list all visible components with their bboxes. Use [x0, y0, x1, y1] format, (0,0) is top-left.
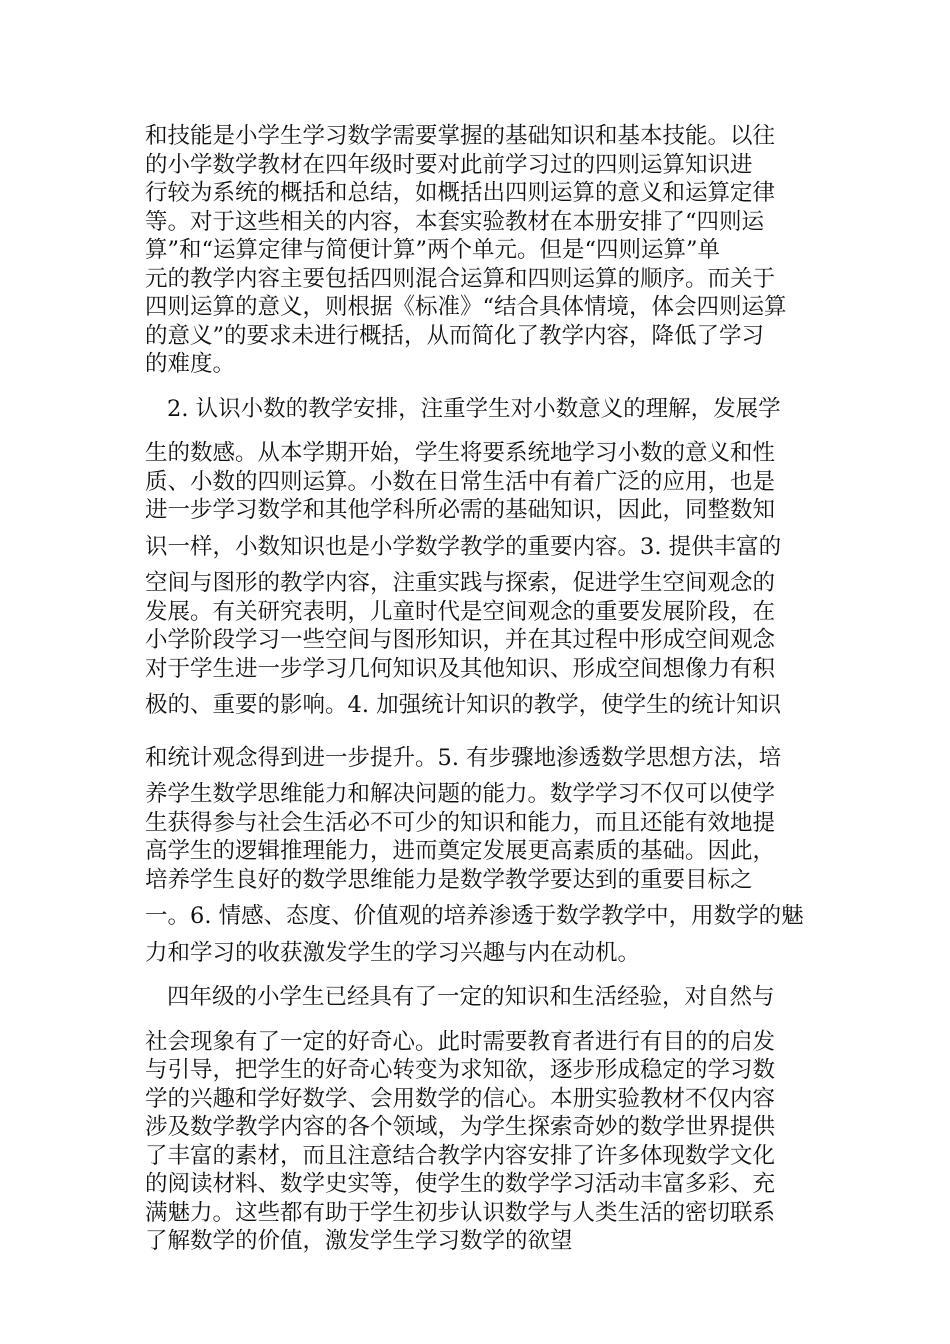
text-line: 四则运算的意义，则根据《标准》“结合具体情境，体会四则运算	[145, 294, 787, 320]
text-line: 极的、重要的影响。4. 加强统计知识的教学，使学生的统计知识	[145, 692, 782, 718]
text-line: 高学生的逻辑推理能力，进而奠定发展更高素质的基础。因此，	[145, 838, 776, 864]
text-line: 养学生数学思维能力和解决问题的能力。数学学习不仅可以使学	[145, 781, 776, 807]
text-line: 的小学数学教材在四年级时要对此前学习过的四则运算知识进	[145, 151, 753, 178]
text-line: 了丰富的素材，而且注意结合教学内容安排了许多体现数学文化	[145, 1142, 776, 1169]
text-line: 2. 认识小数的教学安排，注重学生对小数意义的理解，发展学	[167, 395, 781, 422]
text-line: 的阅读材料、数学史实等，使学生的数学学习活动丰富多彩、充	[145, 1171, 776, 1197]
text-line: 社会现象有了一定的好奇心。此时需要教育者进行有目的的启发	[145, 1028, 776, 1055]
text-line: 质、小数的四则运算。小数在日常生活中有着广泛的应用，也是	[145, 468, 776, 495]
text-line: 小学阶段学习一些空间与图形知识，并在其过程中形成空间观念	[145, 627, 776, 653]
text-line: 进一步学习数学和其他学科所必需的基础知识，因此，同整数知	[145, 497, 776, 523]
text-line: 培养学生良好的数学思维能力是数学教学要达到的重要目标之	[145, 866, 753, 893]
text-line: 四年级的小学生已经具有了一定的知识和生活经验，对自然与	[167, 984, 775, 1010]
text-line: 行较为系统的概括和总结，如概括出四则运算的意义和运算定律	[145, 180, 776, 206]
text-line: 的意义”的要求未进行概括，从而简化了教学内容，降低了学习	[145, 322, 765, 349]
text-line: 元的教学内容主要包括四则混合运算和四则运算的顺序。而关于	[145, 265, 776, 292]
text-line: 对于学生进一步学习几何知识及其他知识、形成空间想像力有积	[145, 655, 776, 682]
text-line: 生获得参与社会生活必不可少的知识和能力，而且还能有效地提	[145, 809, 776, 836]
text-line: 发展。有关研究表明，儿童时代是空间观念的重要发展阶段，在	[145, 598, 776, 625]
text-line: 识一样，小数知识也是小学数学教学的重要内容。3. 提供丰富的	[145, 533, 782, 560]
text-line: 等。对于这些相关的内容，本套实验教材在本册安排了“四则运	[145, 208, 765, 235]
text-line: 和技能是小学生学习数学需要掌握的基础知识和基本技能。以往	[145, 123, 776, 149]
text-line: 了解数学的价值，激发学生学习数学的欲望	[145, 1228, 573, 1254]
text-line: 满魅力。这些都有助于学生初步认识数学与人类生活的密切联系	[145, 1199, 776, 1226]
text-line: 的难度。	[145, 351, 236, 377]
text-line: 一。6. 情感、态度、价值观的培养渗透于数学教学中，用数学的魅	[145, 903, 804, 929]
text-line: 与引导，把学生的好奇心转变为求知欲，逐步形成稳定的学习数	[145, 1057, 776, 1083]
text-line: 和统计观念得到进一步提升。5. 有步骤地渗透数学思想方法，培	[145, 744, 782, 771]
text-line: 涉及数学教学内容的各个领域，为学生探索奇妙的数学世界提供	[145, 1114, 776, 1140]
text-line: 力和学习的收获激发学生的学习兴趣与内在动机。	[145, 939, 641, 966]
text-line: 生的数感。从本学期开始，学生将要系统地学习小数的意义和性	[145, 440, 776, 466]
text-line: 空间与图形的教学内容，注重实践与探索，促进学生空间观念的	[145, 570, 776, 596]
text-line: 算”和“运算定律与简便计算”两个单元。但是“四则运算”单	[145, 237, 721, 263]
document-body	[145, 122, 810, 1256]
text-line: 学的兴趣和学好数学、会用数学的信心。本册实验教材不仅内容	[145, 1085, 776, 1112]
